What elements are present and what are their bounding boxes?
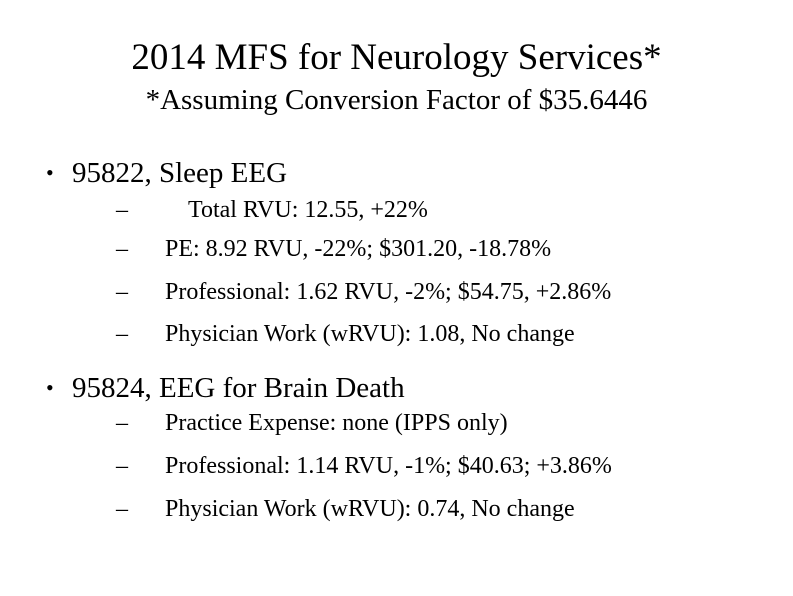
list-item-text: PE: 8.92 RVU, -22%; $301.20, -18.78% (165, 236, 552, 262)
list-item (116, 195, 428, 225)
list-item (116, 408, 508, 438)
list-item (116, 234, 551, 264)
section-heading-text: 95822, Sleep EEG (72, 157, 288, 189)
dash-icon: – (116, 279, 128, 305)
dash-icon: – (116, 496, 128, 522)
dash-icon: – (116, 236, 128, 262)
slide-title: 2014 MFS for Neurology Services* (131, 37, 662, 78)
list-item-text: Physician Work (wRVU): 0.74, No change (165, 496, 575, 522)
list-item (116, 451, 612, 481)
dash-icon: – (116, 410, 128, 436)
bullet-icon: • (46, 375, 54, 400)
section-heading-text: 95824, EEG for Brain Death (72, 372, 405, 404)
dash-icon: – (116, 321, 128, 347)
slide-subtitle: *Assuming Conversion Factor of $35.6446 (145, 84, 648, 116)
list-item (116, 494, 575, 524)
bullet-icon: • (46, 160, 54, 185)
list-item (116, 319, 575, 349)
list-item-text: Total RVU: 12.55, +22% (188, 197, 428, 223)
section-heading-sleep-eeg (46, 156, 287, 190)
list-item-text: Practice Expense: none (IPPS only) (165, 410, 508, 436)
list-item-text: Professional: 1.62 RVU, -2%; $54.75, +2.86% (165, 279, 612, 305)
dash-icon: – (116, 453, 128, 479)
section-heading-brain-death-eeg (46, 371, 405, 405)
list-item-text: Professional: 1.14 RVU, -1%; $40.63; +3.86% (165, 453, 612, 479)
dash-icon: – (116, 197, 128, 223)
list-item-text: Physician Work (wRVU): 1.08, No change (165, 321, 575, 347)
list-item (116, 277, 611, 307)
